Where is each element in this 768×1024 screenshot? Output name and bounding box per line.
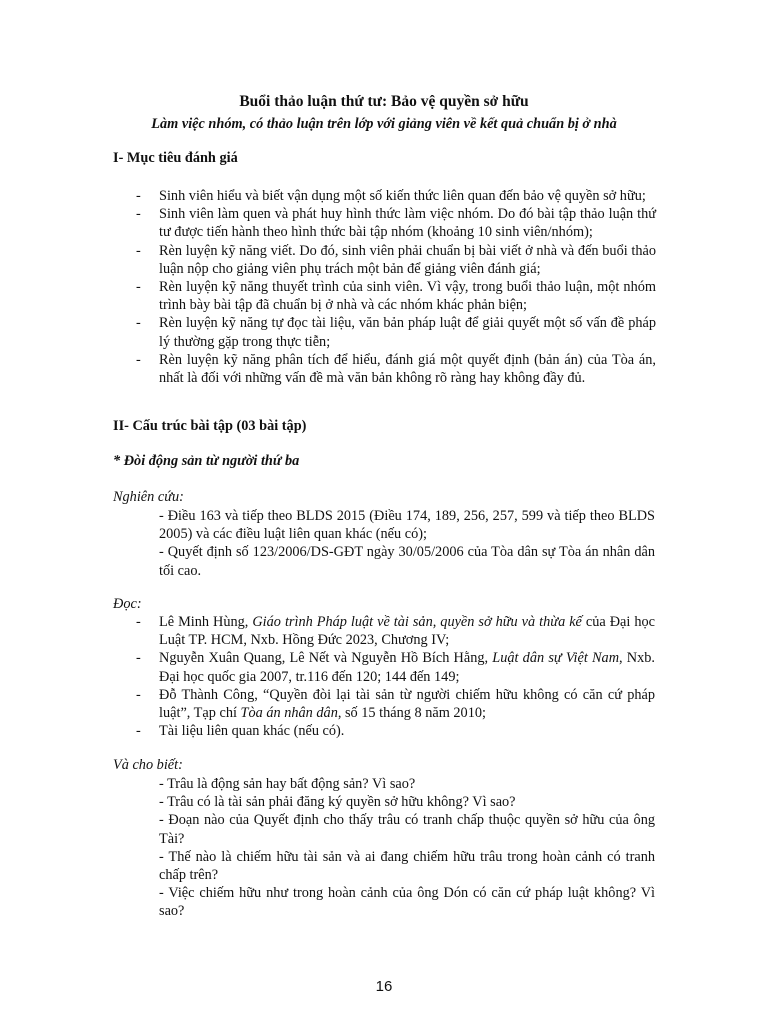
list-item: - Tài liệu liên quan khác (nếu có). bbox=[136, 723, 345, 740]
list-item: - Rèn luyện kỹ năng thuyết trình của sinh viên. Vì vậy, trong buổi thảo luận, một nhóm trình bày bài tập đã chuẩn bị ở nhà và các nhóm khác phản biện; bbox=[136, 279, 656, 314]
list-item: - Đỗ Thành Công, “Quyền đòi lại tài sản từ người chiếm hữu không có căn cứ pháp luật”, Tạp chí Tòa án nhân dân, số 15 tháng 8 năm 2010; bbox=[136, 686, 655, 722]
section-heading-objectives: I- Mục tiêu đánh giá bbox=[113, 150, 238, 166]
question-item: - Thế nào là chiếm hữu tài sản và ai đang chiếm hữu trâu trong hoàn cảnh có tranh chấp trên? bbox=[159, 848, 655, 884]
list-item: - Rèn luyện kỹ năng tự đọc tài liệu, văn bản pháp luật để giải quyết một số vấn đề pháp lý thường gặp trong thực tiễn; bbox=[136, 315, 656, 350]
research-block bbox=[159, 507, 655, 580]
research-label: Nghiên cứu: bbox=[113, 489, 184, 505]
question-item: - Việc chiếm hữu như trong hoàn cảnh của ông Dón có căn cứ pháp luật không? Vì sao? bbox=[159, 885, 655, 920]
page-title: Buổi thảo luận thứ tư: Bảo vệ quyền sở hữu bbox=[239, 93, 529, 110]
question-item: - Trâu có là tài sản phải đăng ký quyền sở hữu không? Vì sao? bbox=[159, 794, 516, 811]
objectives-list bbox=[136, 187, 656, 387]
list-item: - Sinh viên hiểu và biết vận dụng một số kiến thức liên quan đến bảo vệ quyền sở hữu; bbox=[136, 188, 646, 204]
question-item: - Trâu là động sản hay bất động sản? Vì sao? bbox=[159, 776, 416, 792]
page-subtitle: Làm việc nhóm, có thảo luận trên lớp với giảng viên về kết quả chuẩn bị ở nhà bbox=[151, 116, 617, 132]
page-number: 16 bbox=[375, 978, 393, 995]
section-heading-structure: II- Cấu trúc bài tập (03 bài tập) bbox=[113, 418, 307, 434]
list-item: - Rèn luyện kỹ năng phân tích để hiểu, đánh giá một quyết định (bản án) của Tòa án, nhất là đối với những vấn đề mà văn bản không rõ ràng hay không đầy đủ. bbox=[136, 351, 656, 387]
list-item: - Rèn luyện kỹ năng viết. Do đó, sinh viên phải chuẩn bị bài viết ở nhà và đến buổi thảo luận nộp cho giảng viên phụ trách một bản để giảng viên đánh giá; bbox=[136, 242, 656, 277]
research-item: - Điều 163 và tiếp theo BLDS 2015 (Điều 174, 189, 256, 257, 599 và tiếp theo BLDS 2005) và các điều luật liên quan khác (nếu có); bbox=[159, 508, 655, 543]
list-item: - Lê Minh Hùng, Giáo trình Pháp luật về tài sản, quyền sở hữu và thừa kế của Đại học Luật TP. HCM, Nxb. Hồng Đức 2023, Chương IV; bbox=[136, 614, 655, 649]
reading-list bbox=[136, 613, 655, 740]
questions-block bbox=[159, 775, 655, 921]
research-item: - Quyết định số 123/2006/DS-GĐT ngày 30/05/2006 của Tòa dân sự Tòa án nhân dân tối cao. bbox=[159, 544, 655, 579]
exercise-subheading: * Đòi động sản từ người thứ ba bbox=[113, 453, 300, 469]
list-item: - Sinh viên làm quen và phát huy hình thức làm việc nhóm. Do đó bài tập thảo luận thứ tư được tiến hành theo hình thức bài tập nhóm (khoảng 10 sinh viên/nhóm); bbox=[136, 206, 656, 241]
read-label: Đọc: bbox=[113, 596, 142, 612]
question-item: - Đoạn nào của Quyết định cho thấy trâu có tranh chấp thuộc quyền sở hữu của ông Tài? bbox=[159, 812, 655, 847]
list-item: - Nguyễn Xuân Quang, Lê Nết và Nguyễn Hồ Bích Hằng, Luật dân sự Việt Nam, Nxb. Đại học quốc gia 2007, tr.116 đến 120; 144 đến 149; bbox=[136, 650, 655, 685]
questions-label: Và cho biết: bbox=[113, 757, 183, 773]
